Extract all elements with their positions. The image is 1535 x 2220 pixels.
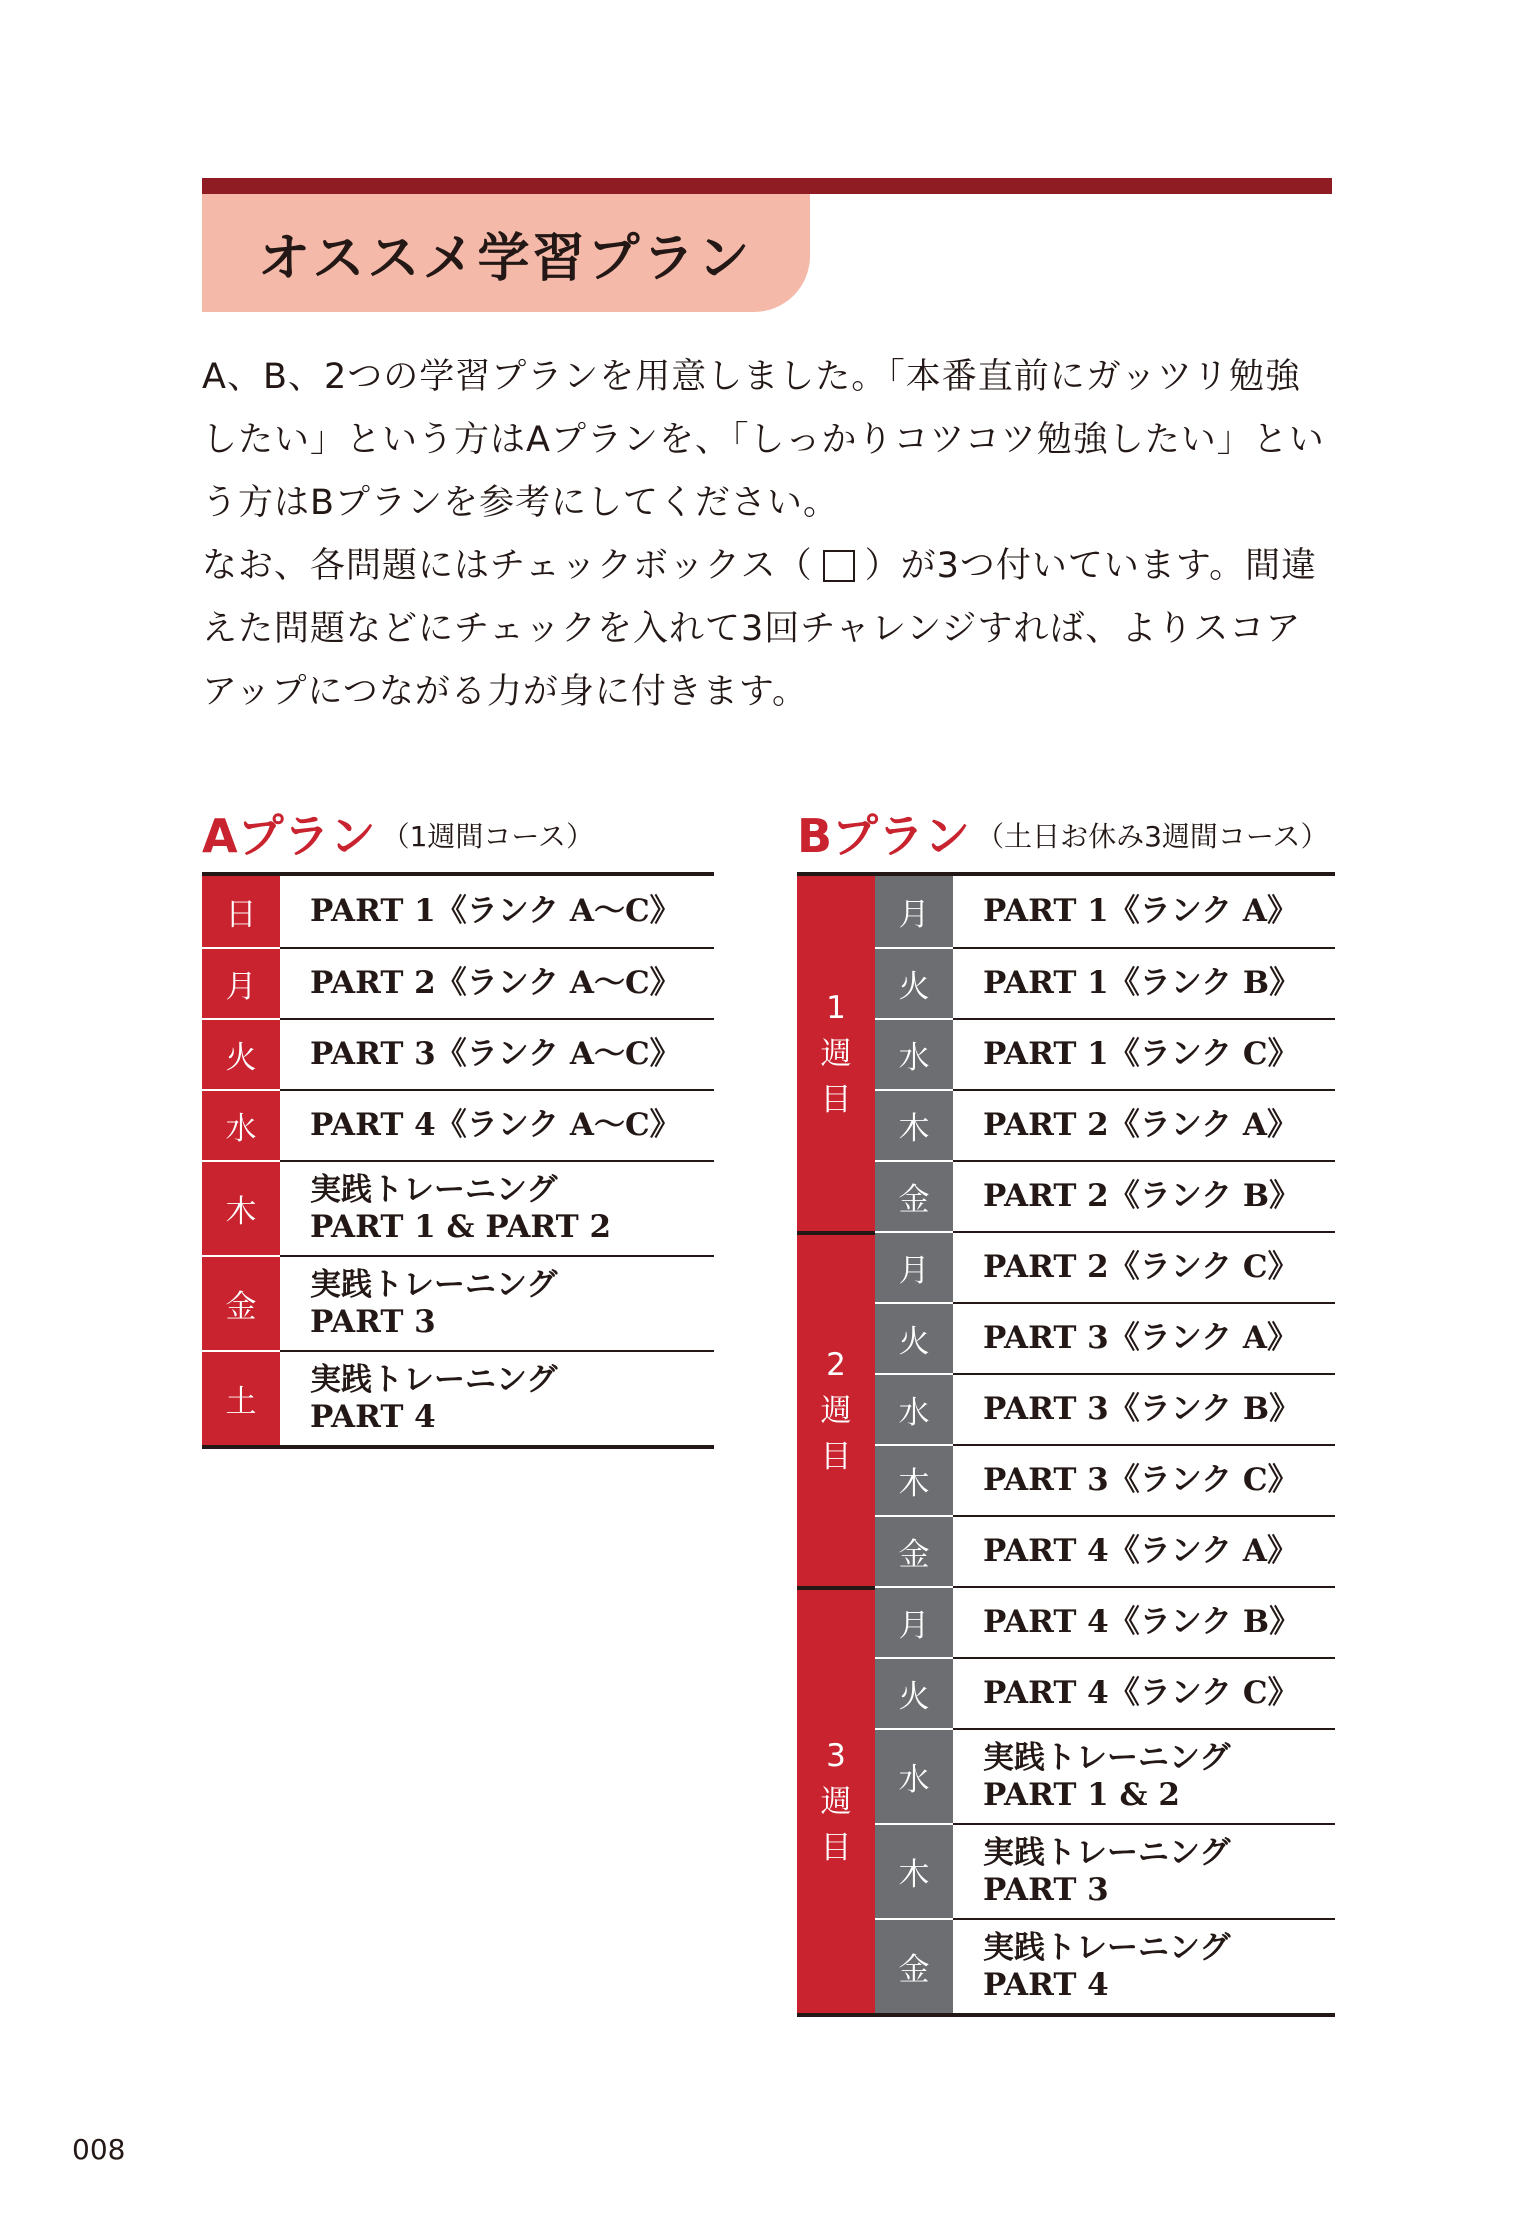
day-label: 火 bbox=[202, 1018, 280, 1089]
week-label bbox=[797, 876, 875, 1231]
table-row bbox=[875, 1160, 1335, 1231]
plan-cell-line: PART 4 bbox=[310, 1398, 436, 1435]
plan-cell-line: PART 2《ランク B》 bbox=[983, 1178, 1301, 1214]
day-label: 月 bbox=[875, 1231, 953, 1302]
table-row bbox=[202, 1018, 714, 1089]
table-row bbox=[875, 1302, 1335, 1373]
day-label: 火 bbox=[875, 1657, 953, 1728]
plan-cell bbox=[280, 1255, 714, 1350]
plan-b-subtitle: （土日お休み3週間コース） bbox=[976, 820, 1329, 853]
plan-cell bbox=[953, 1089, 1335, 1160]
plan-cell-line: 実践トレーニング bbox=[310, 1171, 558, 1208]
plan-cell bbox=[953, 1160, 1335, 1231]
plan-cell-line: PART 1《ランク C》 bbox=[983, 1036, 1299, 1072]
plan-cell bbox=[280, 1018, 714, 1089]
plan-cell-line: PART 1 & 2 bbox=[983, 1776, 1180, 1813]
week-label-char: 週 bbox=[820, 1035, 852, 1072]
plan-cell bbox=[953, 876, 1335, 947]
plan-b-heading bbox=[797, 800, 1328, 866]
plan-cell-line: 実践トレーニング bbox=[983, 1739, 1231, 1776]
day-label: 土 bbox=[202, 1350, 280, 1445]
plan-a-title: Aプラン bbox=[202, 809, 376, 863]
week-label-char: 目 bbox=[820, 1438, 852, 1475]
page-title: オススメ学習プラン bbox=[258, 229, 753, 289]
day-label: 月 bbox=[875, 1586, 953, 1657]
plan-cell-line: PART 3 bbox=[310, 1303, 436, 1340]
day-label: 金 bbox=[875, 1160, 953, 1231]
table-row bbox=[202, 1089, 714, 1160]
plan-cell-line: PART 2《ランク A～C》 bbox=[310, 965, 681, 1001]
title-tab bbox=[202, 194, 810, 312]
table-row bbox=[202, 1160, 714, 1255]
plan-a-table bbox=[202, 872, 714, 1449]
plan-b-title: Bプラン bbox=[797, 809, 971, 863]
table-row bbox=[875, 1018, 1335, 1089]
day-label: 木 bbox=[875, 1823, 953, 1918]
day-label: 金 bbox=[875, 1515, 953, 1586]
plan-cell-line: PART 3《ランク A～C》 bbox=[310, 1036, 681, 1072]
intro-line-part: なお、各問題にはチェックボックス（ bbox=[202, 546, 813, 586]
plan-cell-line: 実践トレーニング bbox=[310, 1266, 558, 1303]
day-label: 水 bbox=[875, 1728, 953, 1823]
day-label: 木 bbox=[875, 1444, 953, 1515]
week-label bbox=[797, 1586, 875, 2013]
intro-line: アップにつながる力が身に付きます。 bbox=[202, 672, 809, 712]
plan-cell bbox=[953, 1018, 1335, 1089]
day-label: 金 bbox=[202, 1255, 280, 1350]
plan-cell-line: PART 2《ランク A》 bbox=[983, 1107, 1298, 1143]
plan-cell-line: PART 1 & PART 2 bbox=[310, 1208, 612, 1245]
intro-line bbox=[202, 535, 1334, 598]
day-label: 金 bbox=[875, 1918, 953, 2013]
plan-cell-line: PART 4《ランク C》 bbox=[983, 1675, 1299, 1711]
day-label: 月 bbox=[875, 876, 953, 947]
plan-cell bbox=[953, 1231, 1335, 1302]
day-label: 木 bbox=[875, 1089, 953, 1160]
plan-cell-line: PART 1《ランク B》 bbox=[983, 965, 1301, 1001]
plan-cell bbox=[953, 1302, 1335, 1373]
plan-cell bbox=[953, 1728, 1335, 1823]
plan-cell-line: PART 1《ランク A》 bbox=[983, 893, 1298, 929]
table-row bbox=[875, 1657, 1335, 1728]
plan-cell bbox=[280, 876, 714, 947]
intro-line: A、B、2つの学習プランを用意しました。「本番直前にガッツリ勉強 bbox=[202, 357, 1302, 397]
plan-cell bbox=[953, 1515, 1335, 1586]
table-row bbox=[875, 876, 1335, 947]
day-label: 日 bbox=[202, 876, 280, 947]
week-label-char: 3 bbox=[826, 1737, 846, 1774]
plan-cell bbox=[280, 1160, 714, 1255]
plan-cell-line: PART 3《ランク A》 bbox=[983, 1320, 1298, 1356]
week-label-char: 週 bbox=[820, 1392, 852, 1429]
plan-cell bbox=[280, 1089, 714, 1160]
plan-cell-line: PART 3《ランク C》 bbox=[983, 1462, 1299, 1498]
plan-cell bbox=[953, 1918, 1335, 2013]
table-row bbox=[875, 1373, 1335, 1444]
plan-a-subtitle: （1週間コース） bbox=[381, 820, 595, 853]
week-label-char: 2 bbox=[826, 1346, 846, 1383]
table-row bbox=[875, 1089, 1335, 1160]
day-label: 水 bbox=[875, 1018, 953, 1089]
day-label: 水 bbox=[202, 1089, 280, 1160]
plan-cell-line: 実践トレーニング bbox=[983, 1929, 1231, 1966]
table-row bbox=[875, 1231, 1335, 1302]
plan-cell-line: 実践トレーニング bbox=[310, 1361, 558, 1398]
intro-line: う方はBプランを参考にしてください。 bbox=[202, 483, 840, 523]
plan-cell bbox=[953, 1823, 1335, 1918]
week-label-char: 週 bbox=[820, 1783, 852, 1820]
table-row bbox=[875, 1728, 1335, 1823]
day-label: 火 bbox=[875, 947, 953, 1018]
week-label-char: 1 bbox=[826, 989, 846, 1026]
table-row bbox=[875, 1823, 1335, 1918]
plan-cell-line: PART 4《ランク B》 bbox=[983, 1604, 1301, 1640]
day-label: 木 bbox=[202, 1160, 280, 1255]
table-row bbox=[202, 1255, 714, 1350]
table-row bbox=[875, 1918, 1335, 2013]
intro-line-part: ）が3つ付いています。間違 bbox=[864, 546, 1318, 586]
plan-cell-line: PART 3《ランク B》 bbox=[983, 1391, 1301, 1427]
day-label: 火 bbox=[875, 1302, 953, 1373]
plan-b-table bbox=[797, 872, 1335, 2017]
intro-line: したい」という方はAプランを、「しっかりコツコツ勉強したい」とい bbox=[202, 420, 1325, 460]
week-label-char: 目 bbox=[820, 1829, 852, 1866]
plan-cell-line: PART 4《ランク A～C》 bbox=[310, 1107, 681, 1143]
intro-line: えた問題などにチェックを入れて3回チャレンジすれば、よりスコア bbox=[202, 609, 1302, 649]
plan-cell-line: PART 2《ランク C》 bbox=[983, 1249, 1299, 1285]
intro-text bbox=[202, 346, 1334, 724]
table-row bbox=[875, 947, 1335, 1018]
day-label: 月 bbox=[202, 947, 280, 1018]
plan-cell bbox=[953, 1586, 1335, 1657]
plan-cell bbox=[953, 1444, 1335, 1515]
table-row bbox=[202, 947, 714, 1018]
plan-cell-line: PART 3 bbox=[983, 1871, 1109, 1908]
plan-cell bbox=[953, 1373, 1335, 1444]
plan-cell-line: PART 4《ランク A》 bbox=[983, 1533, 1298, 1569]
plan-cell bbox=[953, 947, 1335, 1018]
plan-cell bbox=[953, 1657, 1335, 1728]
checkbox-icon bbox=[823, 550, 855, 582]
week-label-char: 目 bbox=[820, 1081, 852, 1118]
plan-cell-line: 実践トレーニング bbox=[983, 1834, 1231, 1871]
plan-cell bbox=[280, 1350, 714, 1445]
day-label: 水 bbox=[875, 1373, 953, 1444]
title-top-bar bbox=[202, 178, 1332, 194]
page-number: 008 bbox=[72, 2133, 126, 2166]
table-row bbox=[202, 876, 714, 947]
table-row bbox=[202, 1350, 714, 1445]
plan-a-heading bbox=[202, 800, 594, 866]
table-row bbox=[875, 1444, 1335, 1515]
week-label bbox=[797, 1231, 875, 1586]
plan-cell-line: PART 1《ランク A～C》 bbox=[310, 893, 681, 929]
table-row bbox=[875, 1515, 1335, 1586]
plan-cell-line: PART 4 bbox=[983, 1966, 1109, 2003]
plan-cell bbox=[280, 947, 714, 1018]
table-row bbox=[875, 1586, 1335, 1657]
